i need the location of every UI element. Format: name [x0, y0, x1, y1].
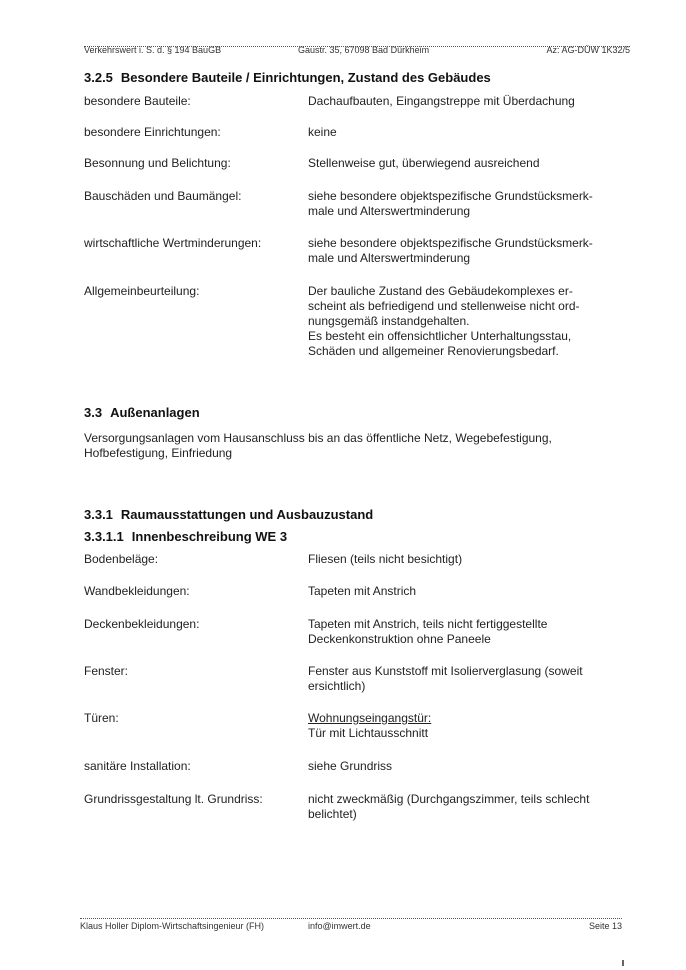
heading-title: Raumausstattungen und Ausbauzustand: [120, 507, 374, 522]
row-value: [308, 156, 636, 171]
heading-number: 3.2.5: [84, 70, 113, 85]
heading-title: Außenanlagen: [110, 405, 200, 420]
aussenanlagen-text: [84, 431, 636, 461]
row-value: [308, 552, 636, 567]
header-address: Gaustr. 35, 67098 Bad Dürkheim: [298, 45, 430, 55]
row-label: Grundrissgestaltung lt. Grundriss:: [84, 792, 263, 806]
value-line: belichtet): [308, 807, 357, 821]
text-line: Versorgungsanlagen vom Hausanschluss bis an das öffentliche Netz, Wegebefestigung,: [84, 431, 552, 445]
row-label: Bauschäden und Baumängel:: [84, 189, 242, 203]
value-line: Dachaufbauten, Eingangstreppe mit Überdachung: [308, 94, 575, 108]
heading-title: Besondere Bauteile / Einrichtungen, Zustand des Gebäudes: [120, 70, 491, 85]
row-value: [308, 664, 636, 694]
heading-3-3-1: [84, 507, 373, 522]
row-label: besondere Bauteile:: [84, 94, 191, 108]
row-value: [308, 711, 636, 741]
row-value: [308, 189, 636, 219]
row-value: [308, 617, 636, 647]
header-left: Verkehrswert i. S. d. § 194 BauGB: [84, 45, 222, 55]
page-footer: [80, 918, 622, 933]
value-line: male und Alterswertminderung: [308, 251, 471, 265]
row-value: [308, 125, 636, 140]
value-line: siehe besondere objektspezifische Grundstücksmerk-: [308, 189, 593, 203]
row-value: [308, 584, 636, 599]
page-header: [84, 45, 630, 55]
footer-email: info@imwert.de: [308, 921, 371, 931]
header-case-number: Az: AG-DÜW 1K32/5: [546, 45, 630, 55]
row-label: wirtschaftliche Wertminderungen:: [84, 236, 262, 250]
value-line: keine: [308, 125, 337, 139]
text-line: Hofbefestigung, Einfriedung: [84, 446, 233, 460]
value-line: nungsgemäß instandgehalten.: [308, 314, 470, 328]
value-line: nicht zweckmäßig (Durchgangszimmer, teils schlecht: [308, 792, 590, 806]
value-line: ersichtlich): [308, 679, 366, 693]
scan-mark: [622, 960, 624, 966]
value-line: Wohnungseingangstür:: [308, 711, 432, 725]
row-value: [308, 792, 636, 822]
value-line: Der bauliche Zustand des Gebäudekomplexes er-: [308, 284, 573, 298]
row-label: Türen:: [84, 711, 119, 725]
row-label: Deckenbekleidungen:: [84, 617, 200, 631]
heading-number: 3.3.1.1: [84, 529, 124, 544]
row-label: besondere Einrichtungen:: [84, 125, 221, 139]
value-line: Stellenweise gut, überwiegend ausreichend: [308, 156, 540, 170]
row-value: [308, 759, 636, 774]
value-line: siehe besondere objektspezifische Grundstücksmerk-: [308, 236, 593, 250]
row-label: Besonnung und Belichtung:: [84, 156, 231, 170]
value-line: Deckenkonstruktion ohne Paneele: [308, 632, 491, 646]
heading-3-2-5: [84, 70, 491, 85]
footer-author: Klaus Holler Diplom-Wirtschaftsingenieur (FH): [80, 921, 265, 931]
value-line: Fliesen (teils nicht besichtigt): [308, 552, 463, 566]
value-line: Tapeten mit Anstrich: [308, 584, 417, 598]
row-value: [308, 284, 636, 359]
value-line: Es besteht ein offensichtlicher Unterhaltungsstau,: [308, 329, 572, 343]
value-line: scheint als befriedigend und stellenweise nicht ord-: [308, 299, 580, 313]
heading-number: 3.3.1: [84, 507, 113, 522]
row-label: Fenster:: [84, 664, 129, 678]
row-value: [308, 236, 636, 266]
heading-3-3-1-1: [84, 529, 287, 544]
value-line: male und Alterswertminderung: [308, 204, 471, 218]
value-line: Tapeten mit Anstrich, teils nicht fertiggestellte: [308, 617, 548, 631]
row-label: Wandbekleidungen:: [84, 584, 190, 598]
heading-3-3: [84, 405, 200, 420]
heading-title: Innenbeschreibung WE 3: [131, 529, 288, 544]
row-label: Allgemeinbeurteilung:: [84, 284, 200, 298]
row-value: [308, 94, 636, 109]
heading-number: 3.3: [84, 405, 103, 420]
row-label: Bodenbeläge:: [84, 552, 159, 566]
value-line: siehe Grundriss: [308, 759, 393, 773]
value-line: Fenster aus Kunststoff mit Isolierverglasung (soweit: [308, 664, 583, 678]
footer-page-number: Seite 13: [588, 921, 622, 931]
value-line: Schäden und allgemeiner Renovierungsbedarf.: [308, 344, 559, 358]
value-line: Tür mit Lichtausschnitt: [308, 726, 429, 740]
row-label: sanitäre Installation:: [84, 759, 191, 773]
